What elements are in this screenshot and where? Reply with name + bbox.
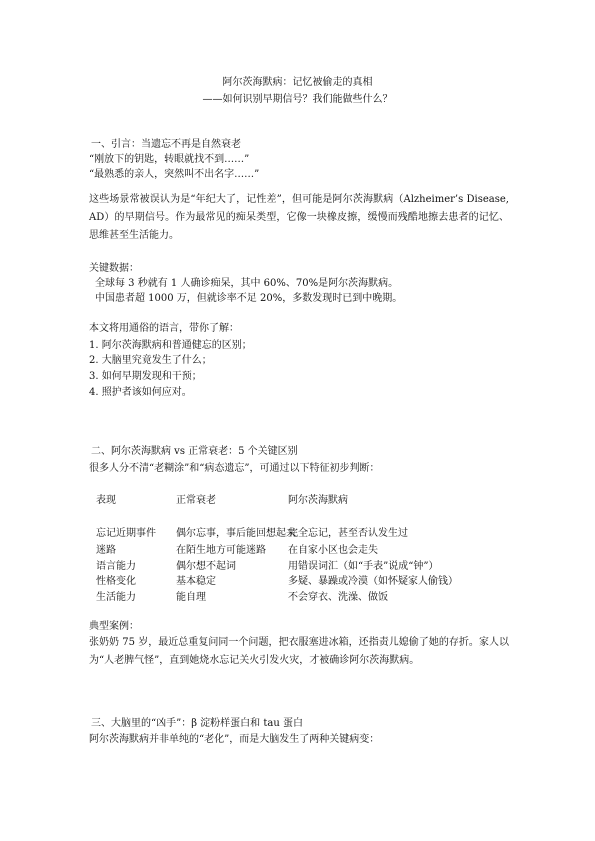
- document-subtitle: ——如何识别早期信号？我们能做些什么？: [202, 94, 393, 105]
- section3-heading: 三、大脑里的“凶手”：β 淀粉样蛋白和 tau 蛋白: [91, 718, 303, 729]
- table-cell: 在自家小区也会走失: [288, 545, 378, 556]
- table-header-cell: 阿尔茨海默病: [288, 495, 348, 506]
- table-header-cell: 正常衰老: [176, 495, 216, 506]
- case-paragraph: 张奶奶 75 岁，最近总重复问同一个问题，把衣服塞进冰箱，还指责儿媳偷了她的存折。家人以为“人老脾气怪”，直到她烧水忘记关火引发火灾，才被确诊阿尔茨海默病。: [89, 637, 509, 666]
- intro-paragraph: 这些场景常被误认为是“年纪大了，记性差”，但可能是阿尔茨海默病（Alzheimer’s Disease, AD）的早期信号。作为最常见的痴呆类型，它像一块橡皮擦，缓慢而残酷地擦去患者的记忆、思维甚至生活能力。: [89, 194, 509, 241]
- learn-list-item: 3. 如何早期发现和干预；: [89, 371, 202, 382]
- table-cell: 性格变化: [96, 576, 136, 587]
- section2-heading: 二、阿尔茨海默病 vs 正常衰老：5 个关键区别: [91, 446, 298, 457]
- table-cell: 偶尔想不起词: [176, 561, 236, 572]
- table-cell: 偶尔忘事，事后能回想起来: [176, 528, 296, 539]
- table-cell: 迷路: [96, 545, 116, 556]
- table-cell: 完全忘记，甚至否认发生过: [288, 528, 408, 539]
- quote-line: “刚放下的钥匙，转眼就找不到……”: [89, 154, 250, 165]
- table-cell: 基本稳定: [176, 576, 216, 587]
- table-cell: 在陌生地方可能迷路: [176, 545, 266, 556]
- case-label: 典型案例：: [89, 621, 139, 632]
- key-data-item: 全球每 3 秒就有 1 人确诊痴呆，其中 60%、70%是阿尔茨海默病。: [95, 278, 399, 289]
- learn-list-item: 4. 照护者该如何应对。: [89, 387, 192, 398]
- section3-lead: 阿尔茨海默病并非单纯的“老化”，而是大脑发生了两种关键病变：: [89, 734, 380, 745]
- learn-list-item: 1. 阿尔茨海默病和普通健忘的区别；: [89, 340, 252, 351]
- key-data-label: 关键数据：: [89, 263, 139, 274]
- table-cell: 生活能力: [96, 592, 136, 603]
- document-title: 阿尔茨海默病：记忆被偷走的真相: [222, 77, 373, 88]
- quote-line: “最熟悉的亲人，突然叫不出名字……”: [89, 169, 260, 180]
- table-cell: 忘记近期事件: [96, 528, 156, 539]
- section1-heading: 一、引言：当遗忘不再是自然衰老: [91, 139, 241, 150]
- table-cell: 能自理: [176, 592, 206, 603]
- learn-list-item: 2. 大脑里究竟发生了什么；: [89, 355, 212, 366]
- table-cell: 用错误词汇（如“手表”说成“钟”）: [288, 561, 439, 572]
- key-data-item: 中国患者超 1000 万，但就诊率不足 20%，多数发现时已到中晚期。: [95, 293, 403, 304]
- learn-intro: 本文将用通俗的语言，带你了解：: [89, 323, 239, 334]
- section2-lead: 很多人分不清“老糊涂”和“病态遗忘”，可通过以下特征初步判断：: [89, 463, 380, 474]
- table-header-cell: 表现: [96, 495, 116, 506]
- table-cell: 多疑、暴躁或冷漠（如怀疑家人偷钱）: [288, 576, 458, 587]
- table-cell: 不会穿衣、洗澡、做饭: [288, 592, 388, 603]
- table-cell: 语言能力: [96, 561, 136, 572]
